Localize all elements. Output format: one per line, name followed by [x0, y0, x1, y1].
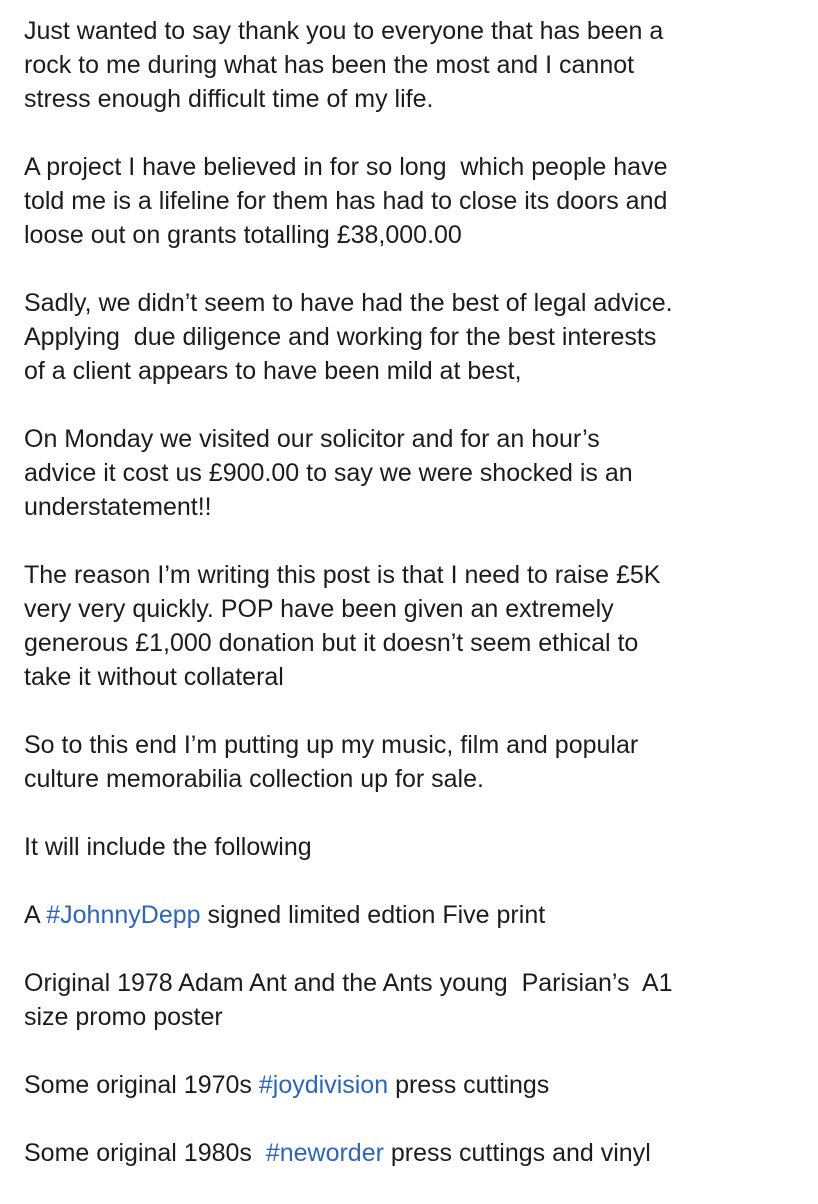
text-line: take it without collateral [24, 663, 284, 691]
text-line: So to this end I’m putting up my music, film and popular [24, 731, 639, 759]
paragraph-memorabilia [24, 728, 814, 796]
item-johnny-depp-print [24, 898, 814, 932]
item-new-order-cuttings [24, 1136, 814, 1170]
text-line: A project I have believed in for so long which people have [24, 153, 668, 181]
text-segment: press cuttings and vinyl [383, 1139, 651, 1167]
hashtag-link-neworder[interactable]: #neworder [265, 1139, 384, 1167]
text-line: The reason I’m writing this post is that I need to raise £5K [24, 561, 661, 589]
item-joy-division-cuttings [24, 1068, 814, 1102]
paragraph-legal-advice [24, 286, 814, 388]
text-segment: Some original 1980s [24, 1139, 266, 1167]
item-adam-ant-poster [24, 966, 814, 1034]
text-line: rock to me during what has been the most and I cannot [24, 51, 635, 79]
hashtag-link-johnnydepp[interactable]: #JohnnyDepp [46, 901, 201, 929]
text-line: Applying due diligence and working for the best interests [24, 323, 657, 351]
text-line: told me is a lifeline for them has had to close its doors and [24, 187, 668, 215]
text-segment: press cuttings [388, 1071, 550, 1099]
text-segment: A [24, 901, 47, 929]
text-line: culture memorabilia collection up for sale. [24, 765, 484, 793]
text-line: Original 1978 Adam Ant and the Ants young Parisian’s A1 [24, 969, 673, 997]
text-line: of a client appears to have been mild at best, [24, 357, 522, 385]
text-line: size promo poster [24, 1003, 223, 1031]
paragraph-solicitor [24, 422, 814, 524]
text-segment: signed limited edtion Five print [200, 901, 546, 929]
text-line: Sadly, we didn’t seem to have had the best of legal advice. [24, 289, 673, 317]
paragraph-project [24, 150, 814, 252]
text-line: understatement!! [24, 493, 212, 521]
text-line [24, 898, 814, 932]
text-line: advice it cost us £900.00 to say we were shocked is an [24, 459, 633, 487]
text-line: very very quickly. POP have been given an extremely [24, 595, 614, 623]
text-line: On Monday we visited our solicitor and for an hour’s [24, 425, 600, 453]
text-segment: Some original 1970s [24, 1071, 259, 1099]
text-line: loose out on grants totalling £38,000.00 [24, 221, 462, 249]
hashtag-link-joydivision[interactable]: #joydivision [258, 1071, 389, 1099]
text-line [24, 1068, 814, 1102]
text-line: Just wanted to say thank you to everyone that has been a [24, 17, 664, 45]
paragraph-fundraising [24, 558, 814, 694]
text-line: It will include the following [24, 833, 312, 861]
text-line [24, 1136, 814, 1170]
text-line: generous £1,000 donation but it doesn’t seem ethical to [24, 629, 639, 657]
paragraph-thanks [24, 14, 814, 116]
text-line: stress enough difficult time of my life. [24, 85, 434, 113]
post-body [24, 14, 814, 1204]
paragraph-include [24, 830, 814, 864]
